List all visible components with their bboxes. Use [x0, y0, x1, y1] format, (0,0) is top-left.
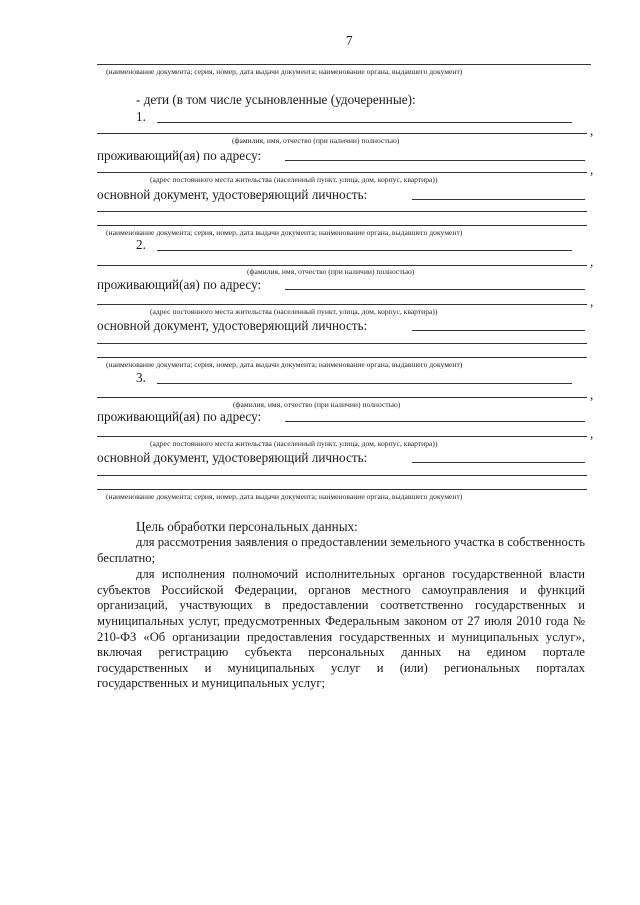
child-3-doc-line-c [97, 489, 587, 490]
child-3-address-line-b [97, 436, 587, 437]
child-3-number: 3. [136, 370, 146, 385]
child-1-id-document-label: основной документ, удостоверяющий личность: [97, 187, 368, 202]
child-2-name-caption: (фамилия, имя, отчество (при наличии) полностью) [247, 267, 415, 276]
children-heading: - дети (в том числе усыновленные (удочеренные): [136, 92, 416, 107]
document-caption-top: (наименование документа; серия, номер, дата выдачи документа; наименование органа, выдавшего документ) [106, 67, 463, 76]
child-2-doc-line-c [97, 357, 587, 358]
child-3-address-line-a [285, 421, 585, 422]
comma: , [590, 123, 594, 138]
comma: , [590, 426, 594, 441]
child-1-name-line-a [157, 122, 572, 123]
child-1-address-line-b [97, 172, 587, 173]
child-2-name-line-a [157, 250, 572, 251]
child-3-doc-line-a [412, 462, 585, 463]
child-3-id-document-label: основной документ, удостоверяющий личность: [97, 450, 368, 465]
comma: , [590, 162, 594, 177]
child-3-name-line-b [97, 397, 587, 398]
child-1-doc-line-b [97, 211, 587, 212]
child-2-doc-line-a [412, 330, 585, 331]
child-1-number: 1. [136, 109, 146, 124]
child-2-address-line-a [285, 289, 585, 290]
child-1-address-caption: (адрес постоянного места жительства (населенный пункт, улица, дом, корпус, квартира)) [150, 175, 438, 184]
comma: , [590, 254, 594, 269]
child-2-address-caption: (адрес постоянного места жительства (населенный пункт, улица, дом, корпус, квартира)) [150, 307, 438, 316]
page-number: 7 [346, 33, 353, 48]
child-1-address-line-a [285, 160, 585, 161]
child-3-name-caption: (фамилия, имя, отчество (при наличии) полностью) [233, 400, 401, 409]
comma: , [590, 387, 594, 402]
child-1-name-caption: (фамилия, имя, отчество (при наличии) полностью) [232, 136, 400, 145]
purpose-heading: Цель обработки персональных данных: [136, 519, 358, 534]
child-1-residing-label: проживающий(ая) по адресу: [97, 148, 262, 163]
child-3-address-caption: (адрес постоянного места жительства (населенный пункт, улица, дом, корпус, квартира)) [150, 439, 438, 448]
purpose-body [97, 535, 585, 692]
child-2-document-caption: (наименование документа; серия, номер, дата выдачи документа; наименование органа, выдавшего документ) [106, 360, 463, 369]
child-3-name-line-a [157, 383, 572, 384]
purpose-item-2: для исполнения полномочий исполнительных органов государственной власти субъектов Российской Федерации, органов местного самоуправления и функций организаций, участвующих в предоставлении соответственно государственных и муниципальных услуг, предусмотренных Федеральным законом от 27 июля 2010 года № 210-ФЗ «Об организации предоставления государственных и муниципальных услуг», включая регистрацию субъекта персональных данных на едином портале государственных и муниципальных услуг и (или) региональных порталах государственных и муниципальных услуг; [97, 567, 585, 691]
child-2-id-document-label: основной документ, удостоверяющий личность: [97, 318, 368, 333]
child-1-document-caption: (наименование документа; серия, номер, дата выдачи документа; наименование органа, выдавшего документ) [106, 228, 463, 237]
child-2-name-line-b [97, 265, 587, 266]
child-1-doc-line-a [412, 199, 585, 200]
child-2-number: 2. [136, 237, 146, 252]
child-3-document-caption: (наименование документа; серия, номер, дата выдачи документа; наименование органа, выдавшего документ) [106, 492, 463, 501]
fill-line-previous-document [97, 64, 591, 65]
purpose-item-1: для рассмотрения заявления о предоставлении земельного участка в собственность бесплатно; [97, 535, 585, 565]
child-3-residing-label: проживающий(ая) по адресу: [97, 409, 262, 424]
child-3-doc-line-b [97, 475, 587, 476]
child-2-address-line-b [97, 304, 587, 305]
child-2-doc-line-b [97, 343, 587, 344]
comma: , [590, 294, 594, 309]
child-2-residing-label: проживающий(ая) по адресу: [97, 277, 262, 292]
child-1-doc-line-c [97, 225, 587, 226]
child-1-name-line-b [97, 133, 587, 134]
